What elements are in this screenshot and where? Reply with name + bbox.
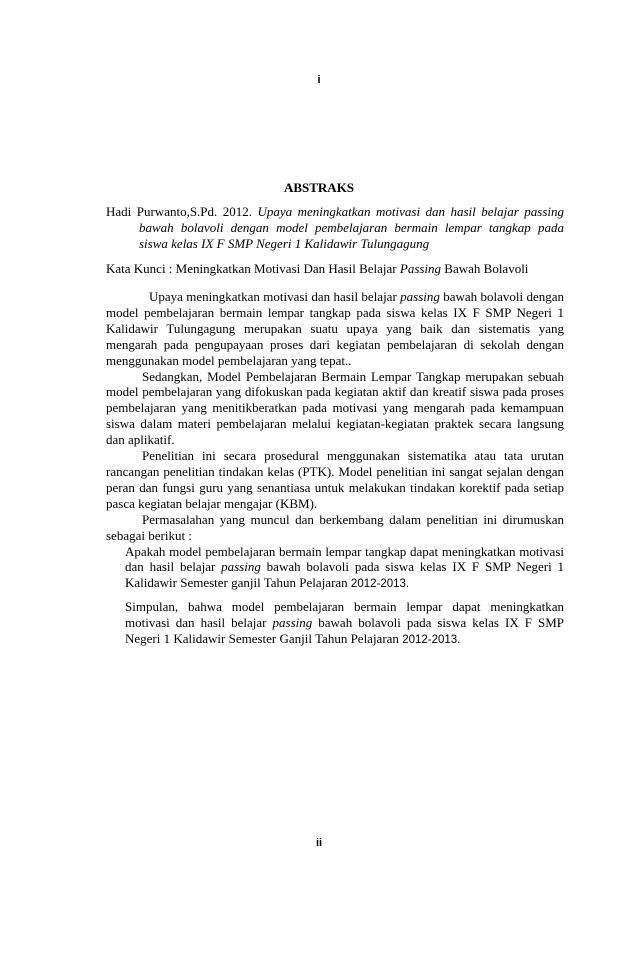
question-year: 2012-2013. <box>350 578 410 591</box>
paragraph-1-part-b: bawah bolavoli dengan model pembelajaran bermain lempar tangkap pada siswa kelas IX F SMP Negeri 1 Kalidawir Tulungagung merupakan suatu upaya yang baik dan sistematis yang mengarah pada pengupayaan proses dari kegiatan pembelajaran di sekolah dengan menggunakan model pembelajaran yang tepat.. <box>106 289 564 368</box>
conclusion-part-b: bawah bolavoli pada siswa kelas IX F SMP Negeri 1 Kalidawir Semester Ganjil Tahun Pelajaran <box>125 615 564 647</box>
paragraph-4: Permasalahan yang muncul dan berkembang dalam penelitian ini dirumuskan sebagai berikut : <box>106 511 564 543</box>
keywords <box>106 261 564 277</box>
question-part-a: Apakah model pembelajaran bermain lempar tangkap dapat meningkatkan motivasi dan hasil belajar <box>125 543 564 575</box>
keywords-suffix: Bawah Bolavoli <box>441 261 529 276</box>
paragraph-1 <box>106 289 564 369</box>
keywords-text <box>106 261 564 277</box>
research-items <box>125 544 564 649</box>
citation-author-year: Hadi Purwanto,S.Pd. 2012. <box>106 204 258 219</box>
citation <box>106 204 564 252</box>
keywords-prefix: Kata Kunci : Meningkatkan Motivasi Dan Hasil Belajar <box>106 261 400 276</box>
abstract-body <box>106 289 564 655</box>
conclusion-year: 2012-2013. <box>402 634 461 647</box>
paragraph-2: Sedangkan, Model Pembelajaran Bermain Lempar Tangkap merupakan sebuah model pembelajaran yang difokuskan pada kegiatan aktif dan kreatif siswa pada proses pembelajaran yang menitikberatkan pada motivasi yang mengarah pada kemampuan siswa dalam materi pembelajaran melalui kegiatan-kegiatan praktek secara langsung dan aplikatif. <box>106 368 564 448</box>
page-number-bottom: ii <box>315 837 323 849</box>
question-italic: passing <box>221 559 261 575</box>
paragraph-1-italic: passing <box>400 289 440 304</box>
conclusion-italic: passing <box>272 615 313 631</box>
page-number-top: i <box>317 74 321 86</box>
citation-work-title: Upaya meningkatkan motivasi dan hasil belajar passing bawah bolavoli dengan model pembelajaran bermain lempar tangkap pada siswa kelas IX F SMP Negeri 1 Kalidawir Tulungagung <box>139 204 565 251</box>
keywords-italic: Passing <box>399 261 442 276</box>
paragraph-1-part-a: Upaya meningkatkan motivasi dan hasil belajar <box>149 289 401 304</box>
research-question <box>125 544 564 594</box>
research-conclusion <box>125 599 564 649</box>
conclusion-part-a: Simpulan, bahwa model pembelajaran bermain lempar dapat meningkatkan motivasi dan hasil belajar <box>125 599 564 631</box>
question-part-b: bawah bolavoli pada siswa kelas IX F SMP Negeri 1 Kalidawir Semester ganjil Tahun Pelajaran <box>125 559 564 591</box>
abstract-title: ABSTRAKS <box>283 180 355 195</box>
citation-text <box>106 204 564 252</box>
paragraph-3: Penelitian ini secara prosedural menggunakan sistematika atau tata urutan rancangan penelitian tindakan kelas (PTK). Model penelitian ini sangat sejalan dengan peran dan fungsi guru yang senantiasa untuk melakukan tindakan korektif pada setiap pasca kegiatan belajar mengajar (KBM). <box>106 448 564 511</box>
